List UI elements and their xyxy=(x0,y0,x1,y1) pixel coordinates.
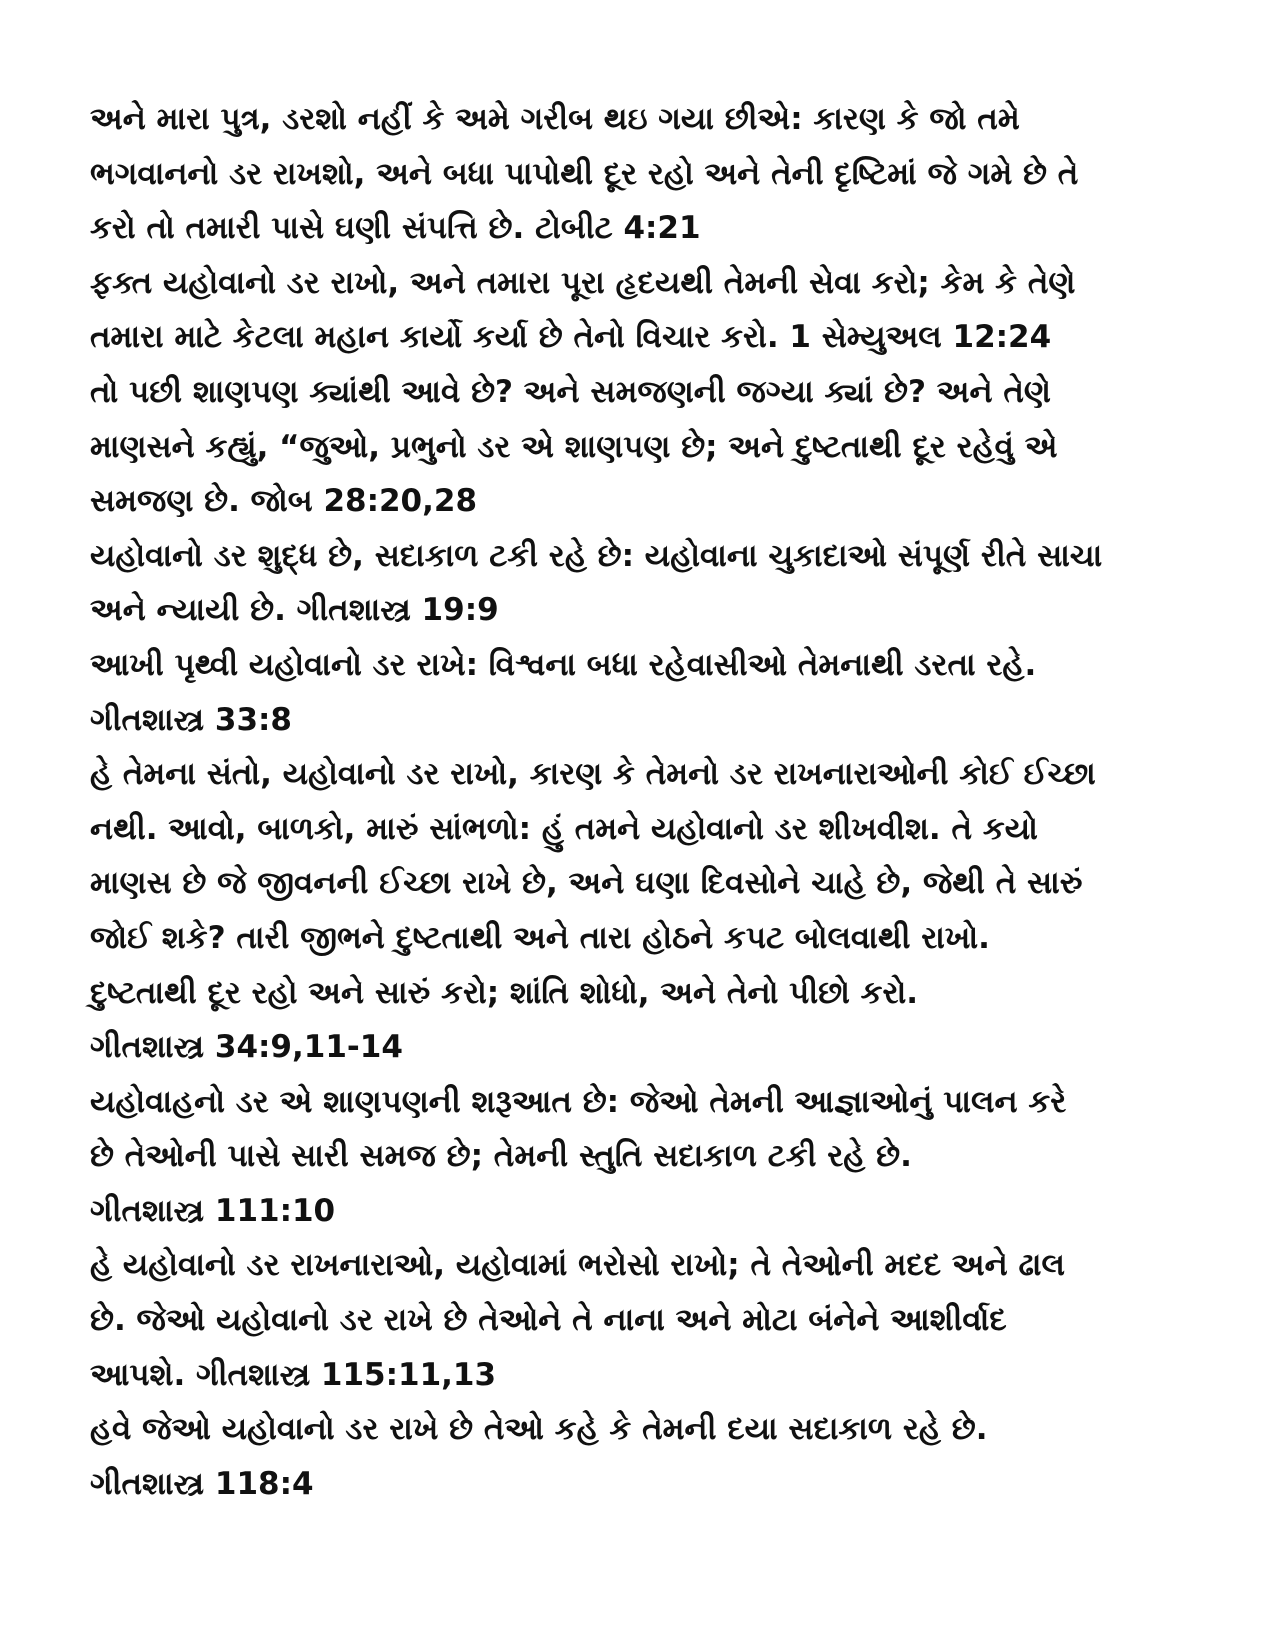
text-line: હવે જેઓ યહોવાનો ડર રાખે છે તેઓ કહે કે તેમની દયા સદાકાળ રહે છે. xyxy=(90,1411,988,1448)
text-line: છે. જેઓ યહોવાનો ડર રાખે છે તેઓને તે નાના અને મોટા બંનેને આશીર્વાદ xyxy=(90,1302,1007,1339)
text-line: આપશે. ગીતશાસ્ત્ર 115:11,13 xyxy=(90,1356,497,1393)
text-line: છે તેઓની પાસે સારી સમજ છે; તેમની સ્તુતિ સદાકાળ ટકી રહે છે. xyxy=(90,1138,912,1175)
text-line: કરો તો તમારી પાસે ઘણી સંપત્તિ છે. ટોબીટ 4:21 xyxy=(90,210,701,247)
text-line: ગીતશાસ્ત્ર 111:10 xyxy=(90,1192,336,1229)
text-line: અને મારા પુત્ર, ડરશો નહીં કે અમે ગરીબ થઇ ગયા છીએ: કારણ કે જો તમે xyxy=(90,101,1020,137)
document-page xyxy=(90,92,1200,1511)
text-line: તમારા માટે કેટલા મહાન કાર્યો કર્યા છે તેનો વિચાર કરો. 1 સેમ્યુઅલ 12:24 xyxy=(90,319,1052,356)
text-line: ફક્ત યહોવાનો ડર રાખો, અને તમારા પૂરા હૃદયથી તેમની સેવા કરો; કેમ કે તેણે xyxy=(90,264,1076,301)
text-line: યહોવાનો ડર શુદ્ધ છે, સદાકાળ ટકી રહે છે: યહોવાના ચુકાદાઓ સંપૂર્ણ રીતે સાચા xyxy=(90,537,1103,574)
text-line: ગીતશાસ્ત્ર 33:8 xyxy=(90,701,292,738)
text-line: હે તેમના સંતો, યહોવાનો ડર રાખો, કારણ કે તેમનો ડર રાખનારાઓની કોઈ ઈચ્છા xyxy=(90,756,1096,793)
text-line: જોઈ શકે? તારી જીભને દુષ્ટતાથી અને તારા હોઠને કપટ બોલવાથી રાખો. xyxy=(90,919,990,956)
text-line: ગીતશાસ્ત્ર 34:9,11-14 xyxy=(90,1029,403,1066)
text-line: યહોવાહનો ડર એ શાણપણની શરૂઆત છે: જેઓ તેમની આજ્ઞાઓનું પાલન કરે xyxy=(90,1083,1067,1120)
text-line: માણસ છે જે જીવનની ઈચ્છા રાખે છે, અને ઘણા દિવસોને ચાહે છે, જેથી તે સારું xyxy=(90,865,1083,902)
text-line: માણસને કહ્યું, “જુઓ, પ્રભુનો ડર એ શાણપણ છે; અને દુષ્ટતાથી દૂર રહેવું એ xyxy=(90,428,1058,465)
text-line: દુષ્ટતાથી દૂર રહો અને સારું કરો; શાંતિ શોધો, અને તેનો પીછો કરો. xyxy=(90,974,919,1011)
text-line: ભગવાનનો ડર રાખશો, અને બધા પાપોથી દૂર રહો અને તેની દૃષ્ટિમાં જે ગમે છે તે xyxy=(90,155,1079,192)
text-line: આખી પૃથ્વી યહોવાનો ડર રાખે: વિશ્વના બધા રહેવાસીઓ તેમનાથી ડરતા રહે. xyxy=(90,646,1037,683)
text-line: તો પછી શાણપણ ક્યાંથી આવે છે? અને સમજણની જગ્યા ક્યાં છે? અને તેણે xyxy=(90,373,1051,410)
text-line: અને ન્યાયી છે. ગીતશાસ્ત્ર 19:9 xyxy=(90,592,499,629)
text-line: હે યહોવાનો ડર રાખનારાઓ, યહોવામાં ભરોસો રાખો; તે તેઓની મદદ અને ઢાલ xyxy=(90,1247,1065,1284)
text-line: સમજણ છે. જોબ 28:20,28 xyxy=(90,483,478,520)
text-line: નથી. આવો, બાળકો, મારું સાંભળો: હું તમને યહોવાનો ડર શીખવીશ. તે કયો xyxy=(90,810,1038,847)
text-line: ગીતશાસ્ત્ર 118:4 xyxy=(90,1465,314,1502)
